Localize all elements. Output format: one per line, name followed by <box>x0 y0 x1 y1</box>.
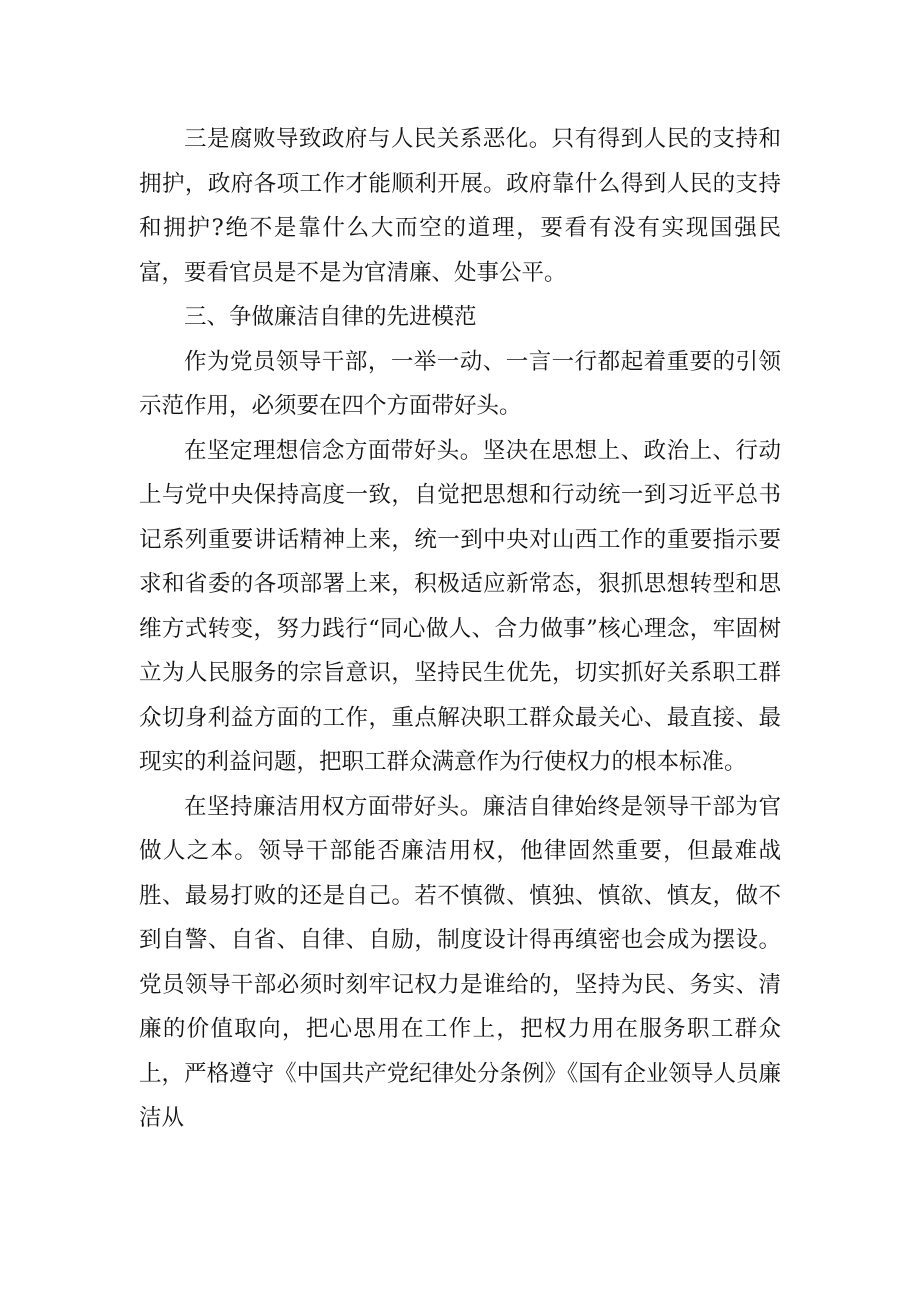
paragraph-ideals-belief: 在坚定理想信念方面带好头。坚决在思想上、政治上、行动上与党中央保持高度一致，自觉把思想和行动统一到习近平总书记系列重要讲话精神上来，统一到中央对山西工作的重要指示要求和省委的各项部署上来，积极适应新常态，狠抓思想转型和思维方式转变，努力践行“同心做人、合力做事”核心理念，牢固树立为人民服务的宗旨意识，坚持民生优先，切实抓好关系职工群众切身利益方面的工作，重点解决职工群众最关心、最直接、最现实的利益问题，把职工群众满意作为行使权力的根本标准。 <box>139 437 781 775</box>
section-heading: 三、争做廉洁自律的先进模范 <box>184 304 477 330</box>
paragraph-intro: 作为党员领导干部，一举一动、一言一行都起着重要的引领示范作用，必须要在四个方面带好头。 <box>139 348 781 419</box>
paragraph-corruption-consequence: 三是腐败导致政府与人民关系恶化。只有得到人民的支持和拥护，政府各项工作才能顺利开展。政府靠什么得到人民的支持和拥护?绝不是靠什么大而空的道理，要看有没有实现国强民富，要看官员是不是为官清廉、处事公平。 <box>139 126 781 286</box>
paragraph-clean-power: 在坚持廉洁用权方面带好头。廉洁自律始终是领导干部为官做人之本。领导干部能否廉洁用权，他律固然重要，但最难战胜、最易打败的还是自己。若不慎微、慎独、慎欲、慎友，做不到自警、自省、自律、自励，制度设计得再缜密也会成为摆设。党员领导干部必须时刻牢记权力是谁给的，坚持为民、务实、清廉的价值取向，把心思用在工作上，把权力用在服务职工群众上，严格遵守《中国共产党纪律处分条例》《国有企业领导人员廉洁从 <box>139 793 781 1131</box>
document-body <box>139 117 781 1141</box>
